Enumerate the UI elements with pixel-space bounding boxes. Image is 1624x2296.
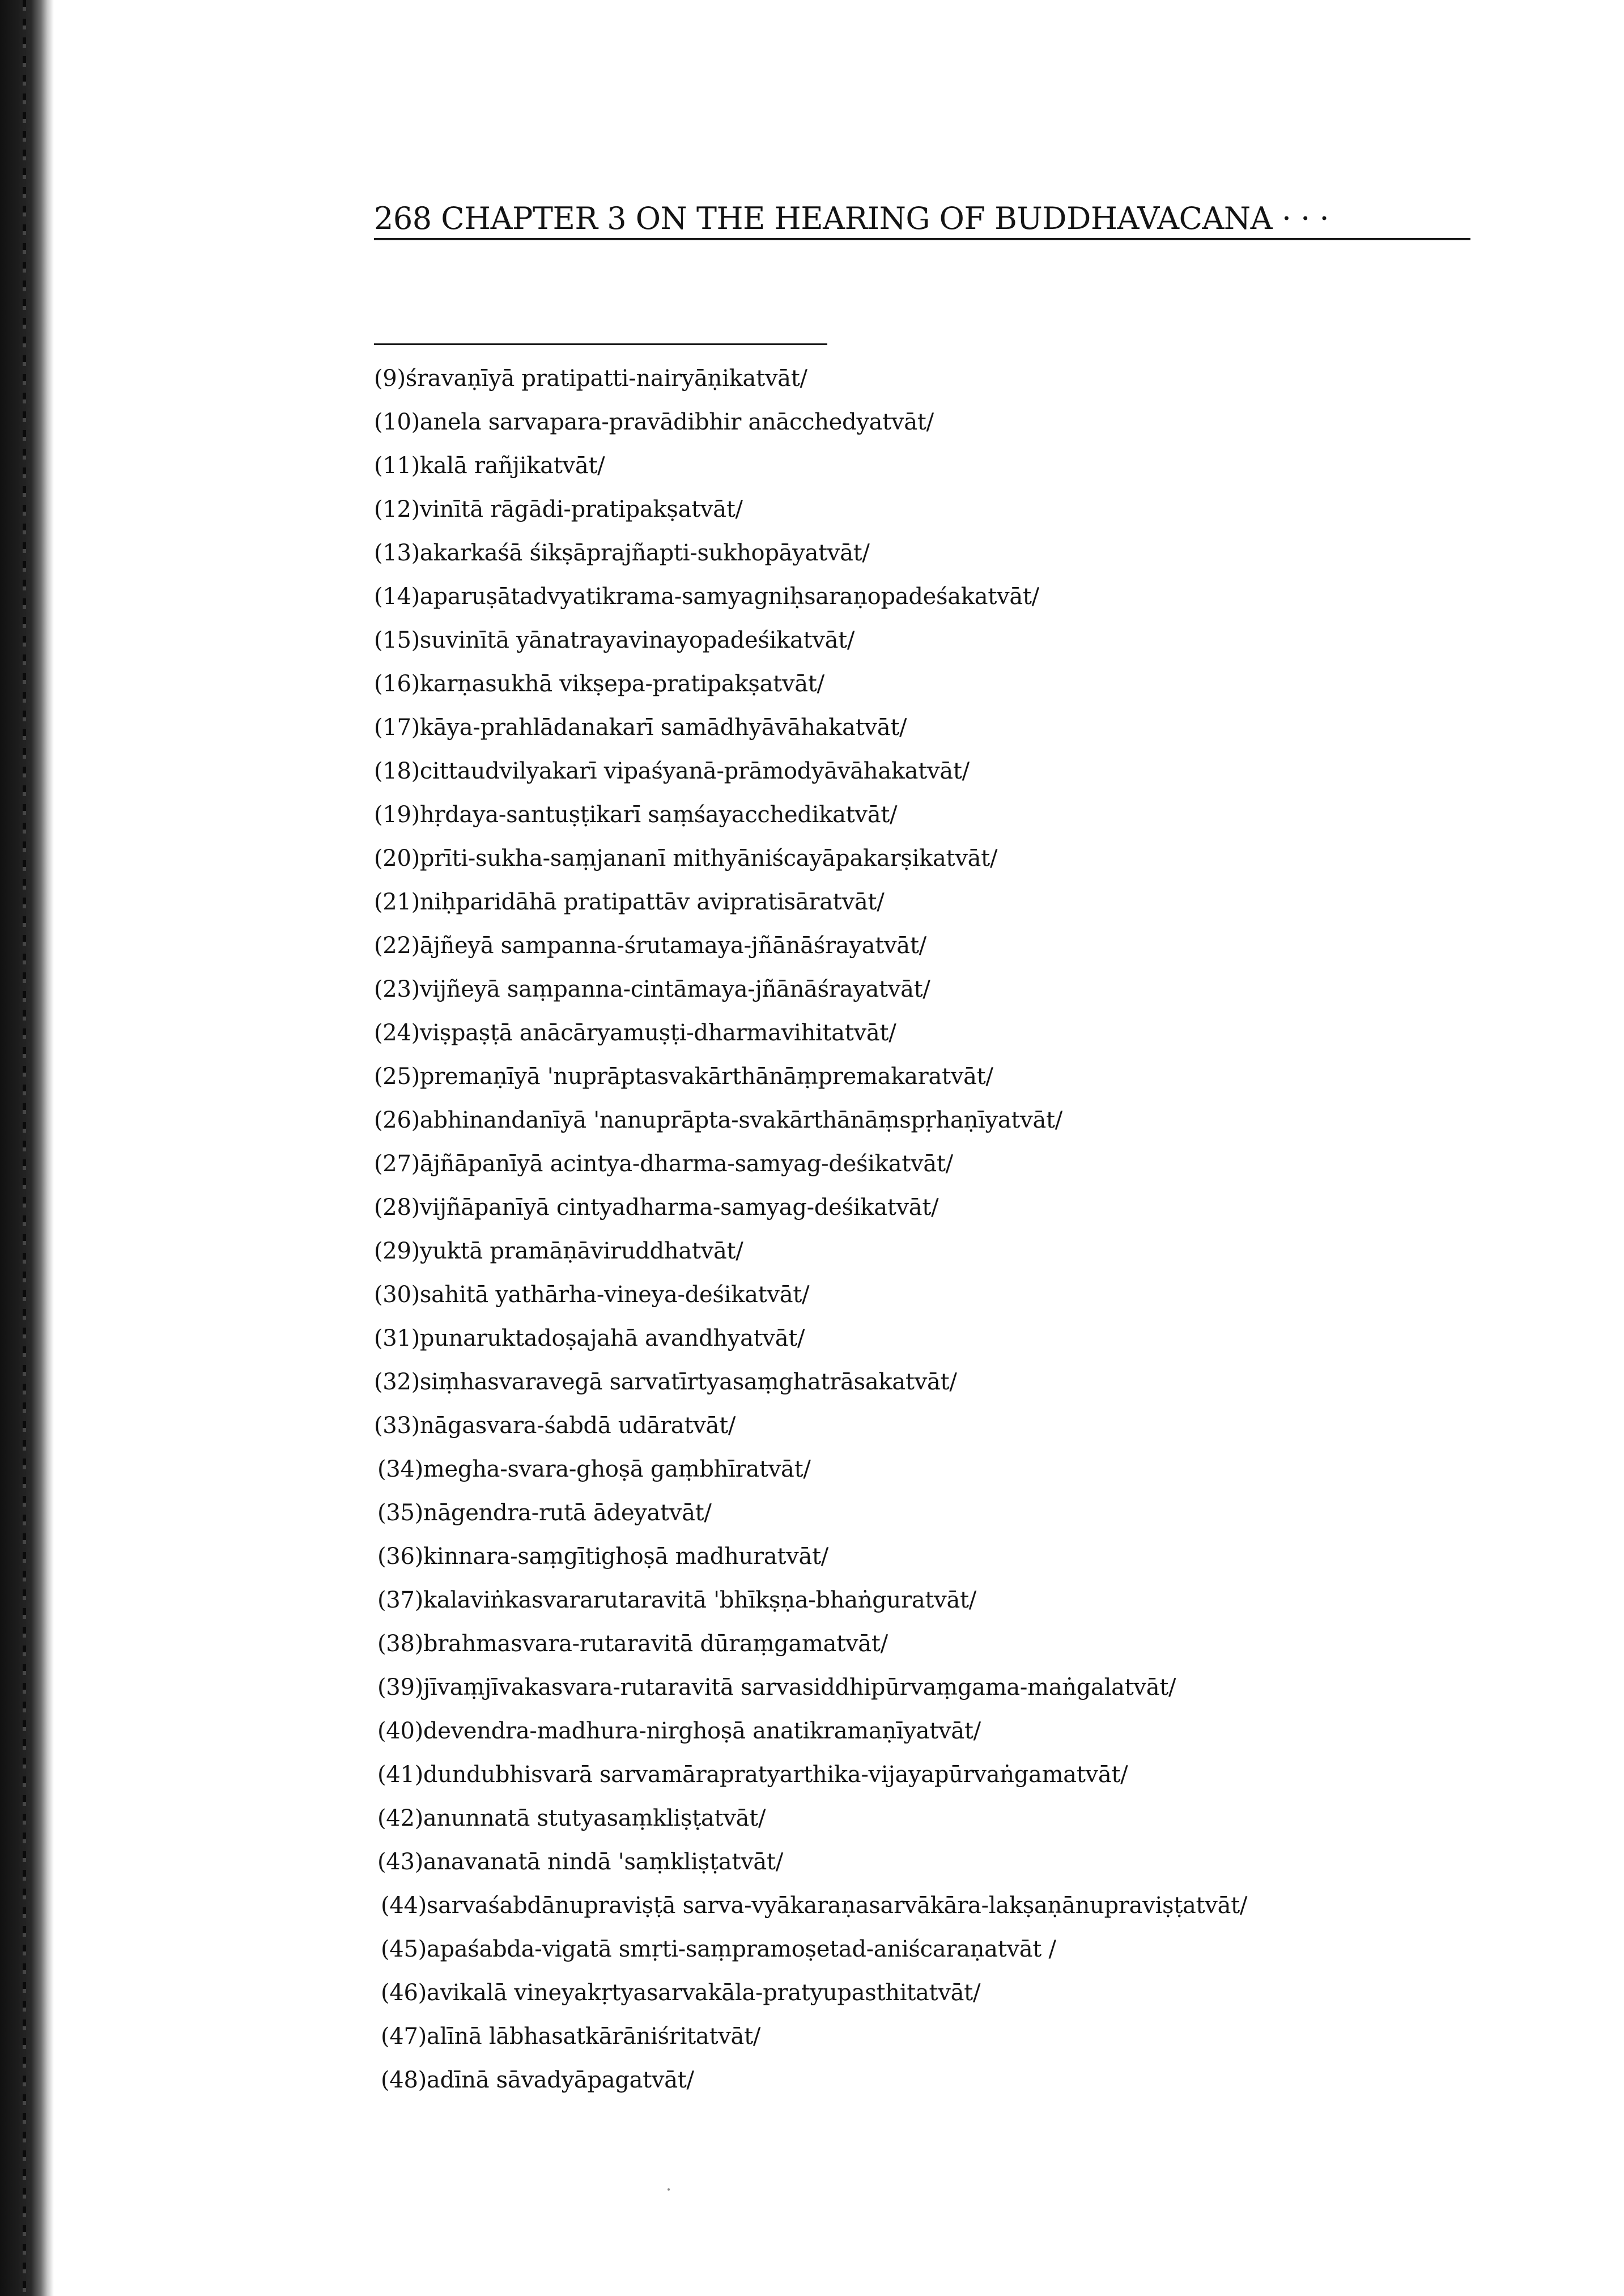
footnote-item: (45)apaśabda-vigatā smṛti-saṃpramoṣetad-aniścaraṇatvāt / [381,1936,1056,1962]
footnote-item: (41)dundubhisvarā sarvamārapratyarthika-vijayapūrvaṅgamatvāt/ [377,1762,1128,1788]
footnote-separator-rule [374,343,827,345]
footnote-item: (29)yuktā pramāṇāviruddhatvāt/ [374,1238,743,1264]
footnote-item: (44)sarvaśabdānupraviṣṭā sarva-vyākaraṇasarvākāra-lakṣaṇānupraviṣṭatvāt/ [381,1893,1248,1919]
footnote-item: (9)śravaṇīyā pratipatti-nairyāṇikatvāt/ [374,365,807,392]
scan-binding-shadow [0,0,54,2296]
footnote-item: (48)adīnā sāvadyāpagatvāt/ [381,2067,694,2093]
footnote-item: (34)megha-svara-ghoṣā gaṃbhīratvāt/ [377,1456,811,1482]
footnote-item: (10)anela sarvapara-pravādibhir anācchedyatvāt/ [374,409,934,435]
footnote-item: (37)kalaviṅkasvararutaravitā 'bhīkṣṇa-bhaṅguratvāt/ [377,1587,976,1613]
footnote-item: (46)avikalā vineyakṛtyasarvakāla-pratyupasthitatvāt/ [381,1980,981,2006]
footnote-item: (15)suvinītā yānatrayavinayopadeśikatvāt/ [374,627,855,653]
footnote-list [374,357,1479,2102]
footnote-item: (12)vinītā rāgādi-pratipakṣatvāt/ [374,496,743,522]
footnote-item: (23)vijñeyā saṃpanna-cintāmaya-jñānāśrayatvāt/ [374,976,930,1002]
footnote-item: (35)nāgendra-rutā ādeyatvāt/ [377,1500,712,1526]
running-head-text: 268 CHAPTER 3 ON THE HEARING OF BUDDHAVACANA · · · [374,201,1329,236]
footnote-item: (25)premaṇīyā 'nuprāptasvakārthānāṃpremakaratvāt/ [374,1064,993,1090]
footnote-item: (22)ājñeyā sampanna-śrutamaya-jñānāśrayatvāt/ [374,933,926,959]
footnote-item: (17)kāya-prahlādanakarī samādhyāvāhakatvāt/ [374,715,907,741]
footnote-item: (11)kalā rañjikatvāt/ [374,453,605,479]
footnote-item: (47)alīnā lābhasatkārāniśritatvāt/ [381,2023,761,2050]
footnote-item: (28)vijñāpanīyā cintyadharma-samyag-deśikatvāt/ [374,1194,939,1221]
footnote-item: (21)niḥparidāhā pratipattāv avipratisāratvāt/ [374,889,885,915]
footnote-item: (31)punaruktadoṣajahā avandhyatvāt/ [374,1325,805,1351]
footnote-item: (24)viṣpaṣṭā anācāryamuṣṭi-dharmavihitatvāt/ [374,1020,896,1046]
footnote-item: (38)brahmasvara-rutaravitā dūraṃgamatvāt/ [377,1631,888,1657]
footnote-item: (36)kinnara-saṃgītighoṣā madhuratvāt/ [377,1544,828,1570]
footnote-item: (26)abhinandanīyā 'nanuprāpta-svakārthānāṃspṛhaṇīyatvāt/ [374,1107,1062,1133]
footnote-item: (14)aparuṣātadvyatikrama-samyagniḥsaraṇopadeśakatvāt/ [374,584,1039,610]
scan-speck [668,2188,670,2191]
footnote-item: (40)devendra-madhura-nirghoṣā anatikramaṇīyatvāt/ [377,1718,981,1744]
footnote-item: (30)sahitā yathārha-vineya-deśikatvāt/ [374,1282,810,1308]
footnote-item: (42)anunnatā stutyasaṃkliṣṭatvāt/ [377,1805,766,1831]
footnote-item: (16)karṇasukhā vikṣepa-pratipakṣatvāt/ [374,671,824,697]
footnote-item: (27)ājñāpanīyā acintya-dharma-samyag-deśikatvāt/ [374,1151,953,1177]
footnote-item: (43)anavanatā nindā 'saṃkliṣṭatvāt/ [377,1849,783,1875]
footnote-item: (32)siṃhasvaravegā sarvatīrtyasaṃghatrāsakatvāt/ [374,1369,957,1395]
footnote-item: (18)cittaudvilyakarī vipaśyanā-prāmodyāvāhakatvāt/ [374,758,970,784]
footnote-item: (13)akarkaśā śikṣāprajñapti-sukhopāyatvāt/ [374,540,870,566]
footnote-item: (20)prīti-sukha-saṃjananī mithyāniścayāpakarṣikatvāt/ [374,845,998,871]
footnote-item: (39)jīvaṃjīvakasvara-rutaravitā sarvasiddhipūrvaṃgama-maṅgalatvāt/ [377,1674,1176,1700]
footnote-item: (33)nāgasvara-śabdā udāratvāt/ [374,1413,736,1439]
footnote-item: (19)hṛdaya-santuṣṭikarī saṃśayacchedikatvāt/ [374,802,898,828]
running-head [374,201,1470,240]
